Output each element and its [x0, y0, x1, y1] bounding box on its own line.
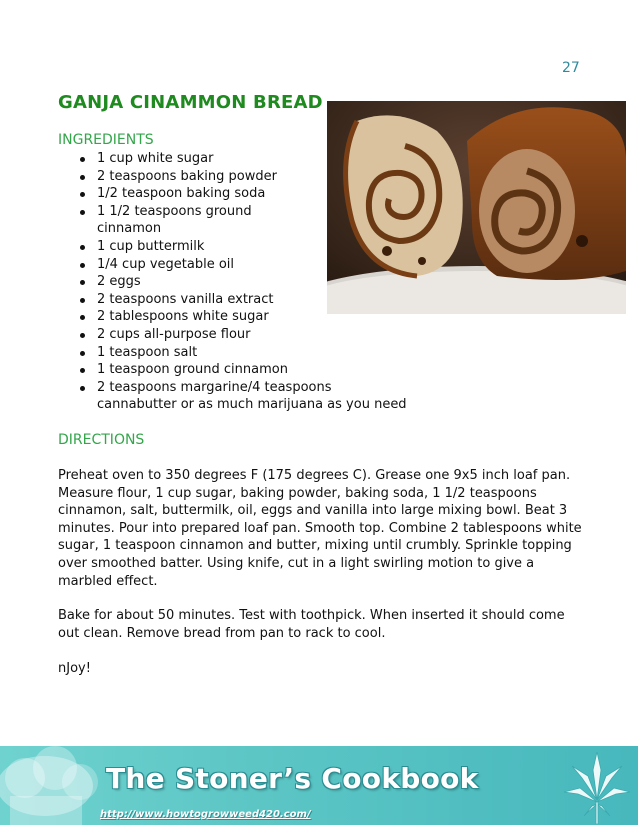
ingredient-item: 1/2 teaspoon baking soda: [78, 185, 418, 203]
directions-paragraph: Preheat oven to 350 degrees F (175 degrees C). Grease one 9x5 inch loaf pan. Measure flour, 1 cup sugar, baking powder, baking soda, 1 1/2 teaspoons cinnamon, salt, buttermilk, oil, eggs and vanilla into large mixing bowl. Beat 3 minutes. Pour into prepared loaf pan. Smooth top. Combine 2 tablespoons white sugar, 1 teaspoon cinnamon and butter, mixing until crumbly. Sprinkle topping over smoothed batter. Using knife, cut in a light swirling motion to give a marbled effect.: [58, 468, 582, 589]
ingredient-item: 2 teaspoons margarine/4 teaspoons cannabutter or as much marijuana as you need: [78, 379, 413, 414]
directions-paragraph: nJoy!: [58, 661, 91, 676]
cookbook-title: The Stoner’s Cookbook: [106, 762, 479, 795]
ingredient-item: 1 cup buttermilk: [78, 238, 418, 256]
ingredient-item: 1/4 cup vegetable oil: [78, 256, 418, 274]
ingredients-heading: INGREDIENTS: [58, 132, 154, 148]
ingredient-item: 1 1/2 teaspoons ground cinnamon: [78, 203, 267, 238]
ingredient-item: 2 teaspoons baking powder: [78, 168, 418, 186]
directions-paragraph: Bake for about 50 minutes. Test with toothpick. When inserted it should come out clean. Remove bread from pan to rack to cool.: [58, 608, 565, 641]
ingredient-item: 2 cups all-purpose flour: [78, 326, 418, 344]
ingredient-item: 1 teaspoon salt: [78, 344, 418, 362]
cannabis-leaf-icon: [560, 750, 634, 824]
bread-photo-illustration: [327, 101, 626, 314]
ingredient-item: 2 teaspoons vanilla extract: [78, 291, 418, 309]
ingredient-item: 2 tablespoons white sugar: [78, 308, 418, 326]
ingredient-item: 2 eggs: [78, 273, 418, 291]
ingredient-item: 1 teaspoon ground cinnamon: [78, 361, 418, 379]
footer-banner: [0, 746, 638, 825]
chef-hat-icon: [0, 746, 110, 825]
cinnamon-bread-photo: [327, 101, 626, 314]
website-link[interactable]: http://www.howtogrowweed420.com/: [100, 809, 311, 820]
recipe-title: GANJA CINAMMON BREAD: [58, 92, 323, 113]
ingredient-item: 1 cup white sugar: [78, 150, 418, 168]
directions-heading: DIRECTIONS: [58, 432, 145, 448]
page-number: 27: [562, 60, 580, 76]
